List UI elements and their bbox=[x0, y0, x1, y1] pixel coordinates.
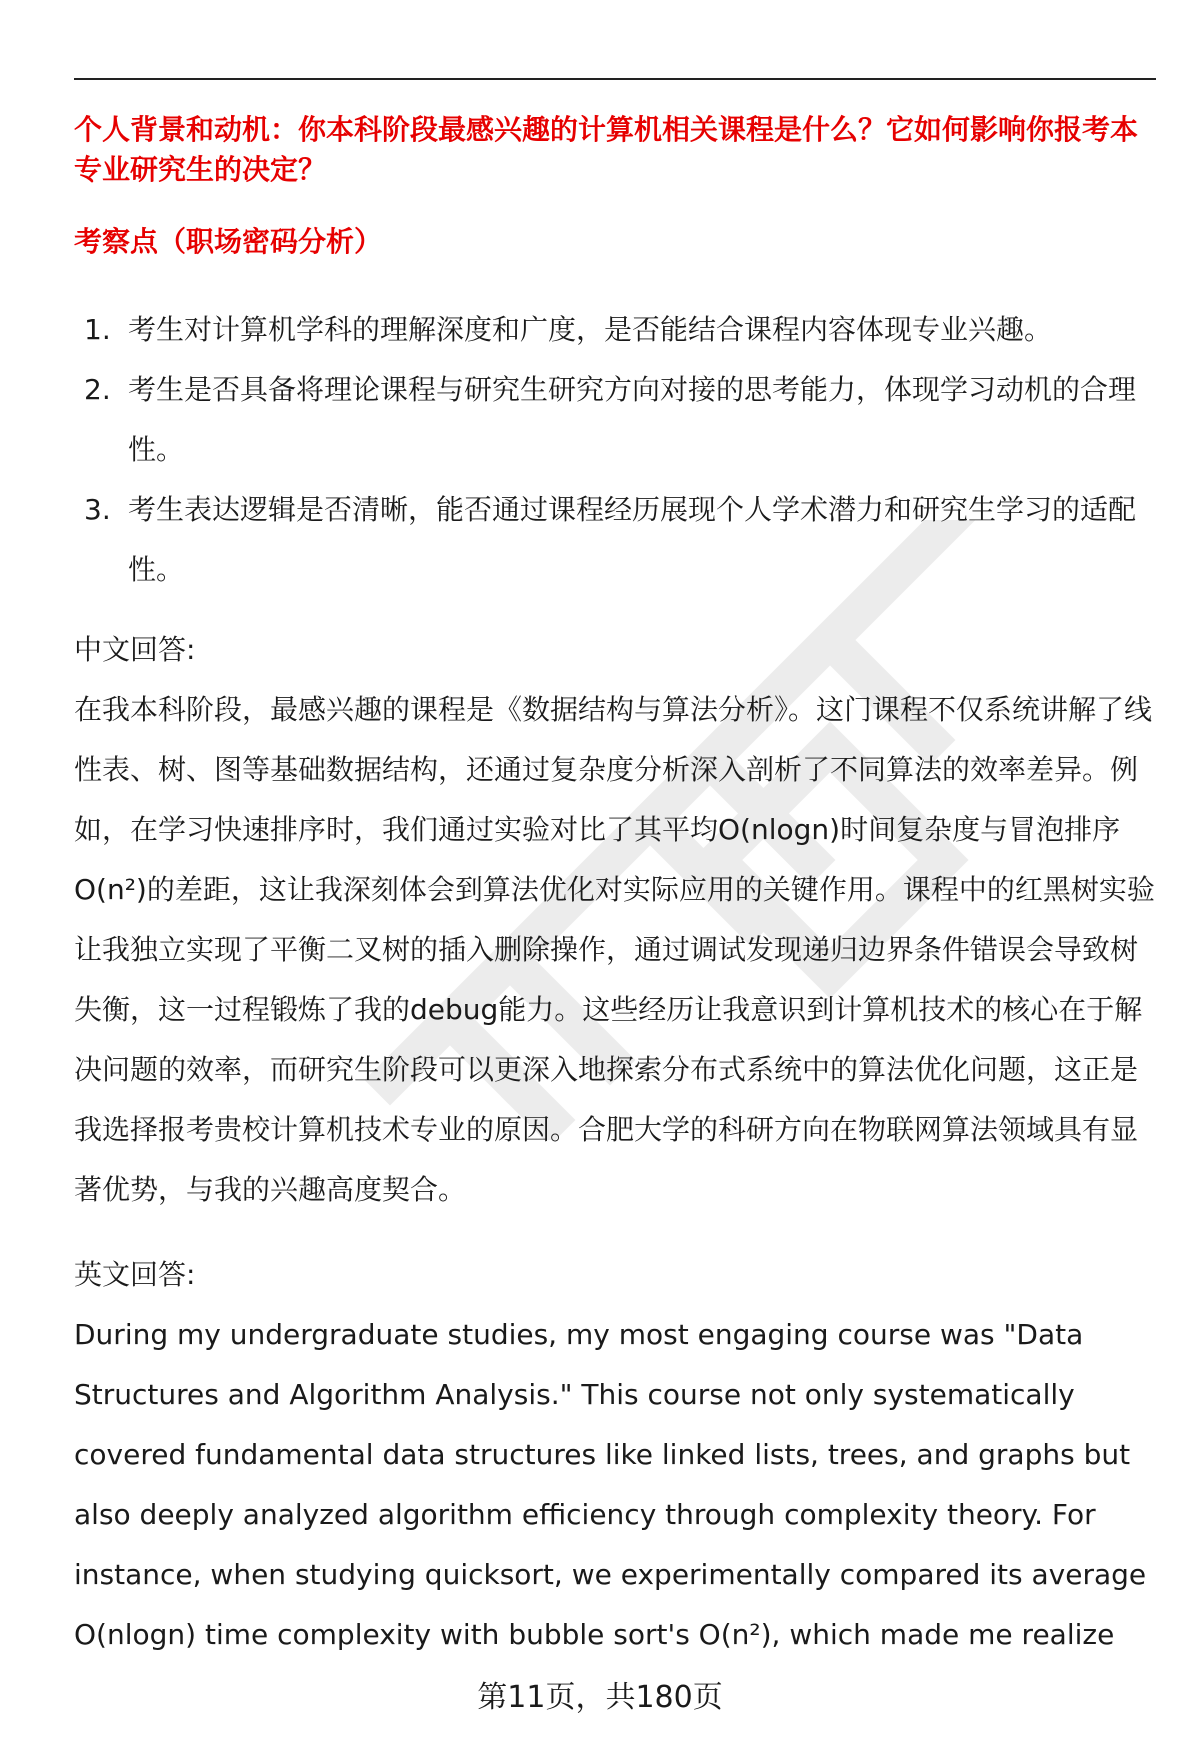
list-item-text: 考生对计算机学科的理解深度和广度，是否能结合课程内容体现专业兴趣。 bbox=[128, 313, 1053, 346]
english-answer-label: 英文回答: bbox=[74, 1258, 196, 1291]
list-item bbox=[74, 360, 1164, 480]
key-points-title: 考察点（职场密码分析） bbox=[74, 225, 383, 258]
chinese-answer-label: 中文回答: bbox=[74, 633, 196, 666]
english-answer-text: During my undergraduate studies, my most engaging course was "Data Structures and Algorithm Analysis." This course not only systematically covered fundamental data structures like linked lists, trees, and graphs but also deeply analyzed algorithm efficiency through complexity theory. For instance, when studying quicksort, we experimentally compared its average O(nlogn) time complexity with bubble sort's O(n²), which made me realize bbox=[74, 1318, 1147, 1651]
page-number-footer: 第11页，共180页 bbox=[477, 1680, 723, 1715]
list-item bbox=[74, 480, 1164, 600]
list-item bbox=[74, 300, 1164, 360]
question-heading: 个人背景和动机：你本科阶段最感兴趣的计算机相关课程是什么？它如何影响你报考本专业研究生的决定？ bbox=[74, 113, 1139, 186]
list-item-number: 2. bbox=[84, 373, 111, 406]
list-item-number: 1. bbox=[84, 313, 111, 346]
list-item-text: 考生表达逻辑是否清晰，能否通过课程经历展现个人学术潜力和研究生学习的适配性。 bbox=[128, 493, 1137, 586]
top-divider bbox=[74, 78, 1156, 80]
chinese-answer-text: 在我本科阶段，最感兴趣的课程是《数据结构与算法分析》。这门课程不仅系统讲解了线性表、树、图等基础数据结构，还通过复杂度分析深入剖析了不同算法的效率差异。例如，在学习快速排序时，我们通过实验对比了其平均O(nlogn)时间复杂度与冒泡排序O(n²)的差距，这让我深刻体会到算法优化对实际应用的关键作用。课程中的红黑树实验让我独立实现了平衡二叉树的插入删除操作，通过调试发现递归边界条件错误会导致树失衡，这一过程锻炼了我的debug能力。这些经历让我意识到计算机技术的核心在于解决问题的效率，而研究生阶段可以更深入地探索分布式系统中的算法优化问题，这正是我选择报考贵校计算机技术专业的原因。合肥大学的科研方向在物联网算法领域具有显著优势，与我的兴趣高度契合。 bbox=[74, 693, 1155, 1206]
key-points-list bbox=[74, 300, 1164, 600]
list-item-number: 3. bbox=[84, 493, 111, 526]
list-item-text: 考生是否具备将理论课程与研究生研究方向对接的思考能力，体现学习动机的合理性。 bbox=[128, 373, 1137, 466]
